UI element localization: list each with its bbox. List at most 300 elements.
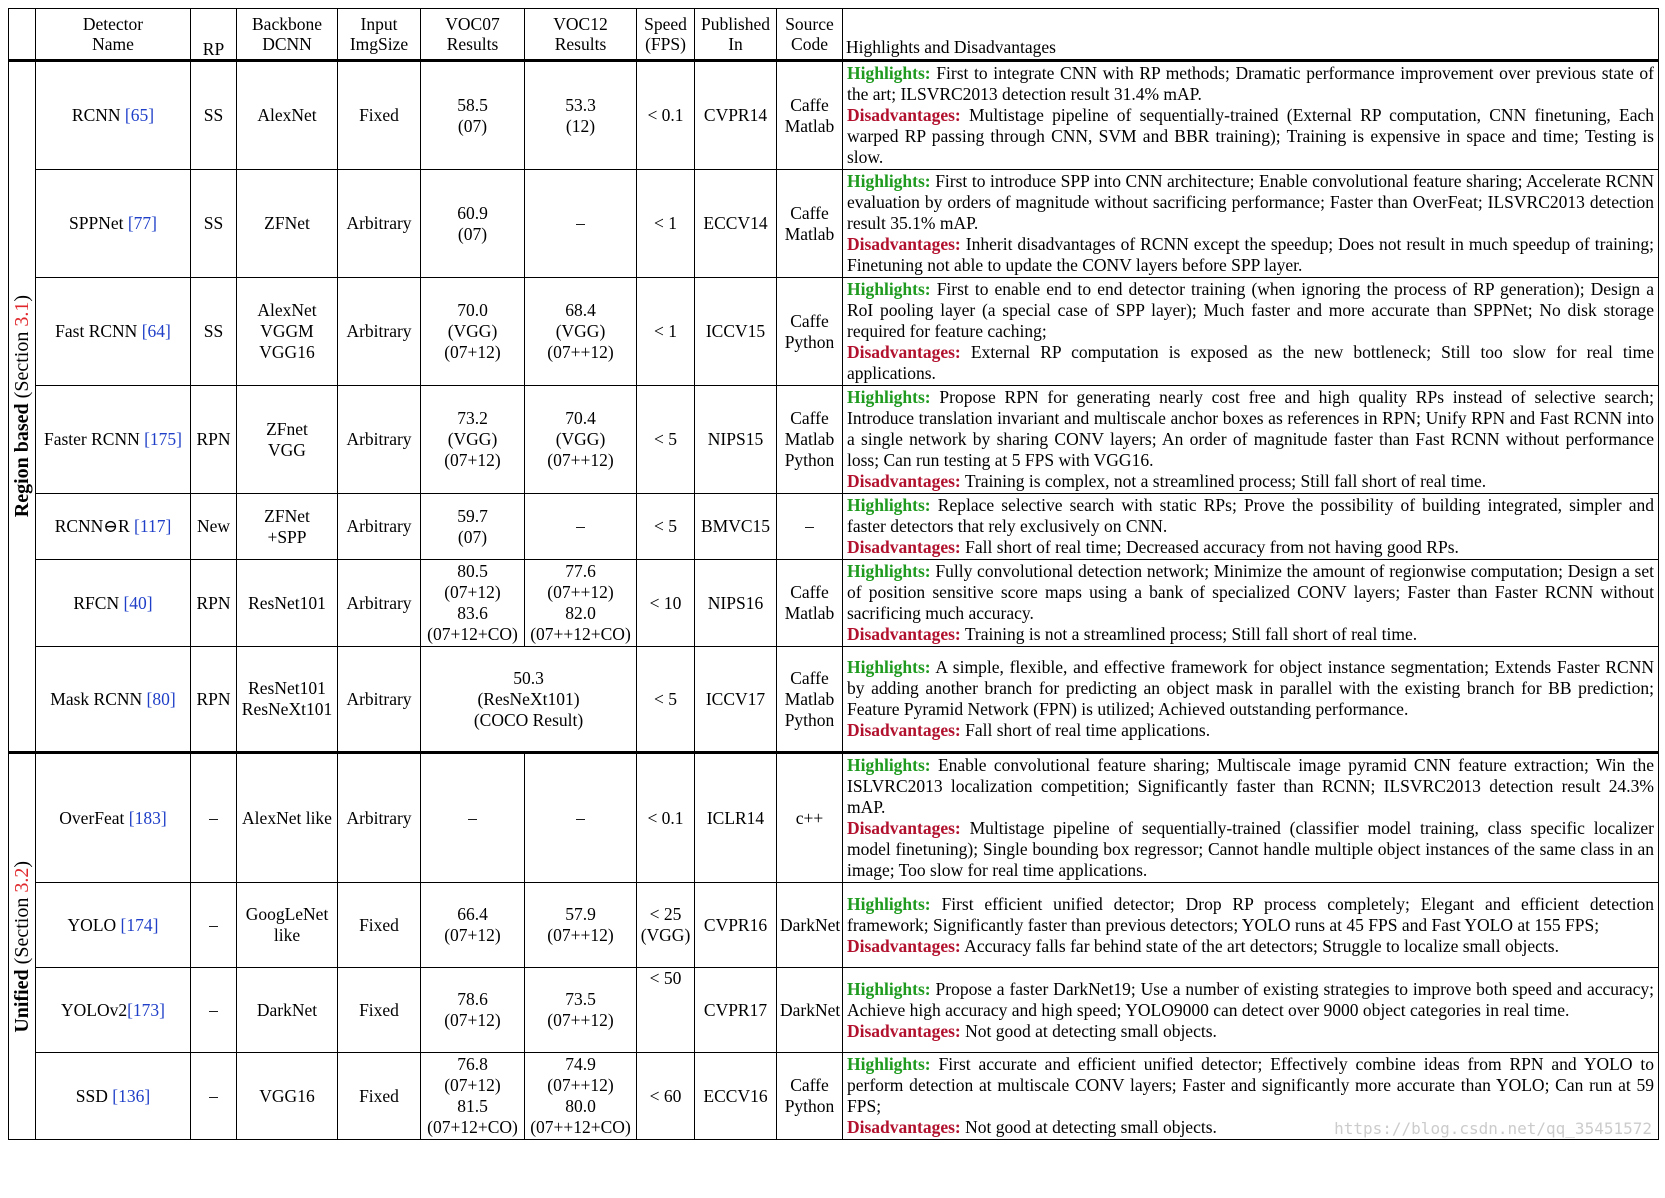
rp-method: RPN xyxy=(191,647,237,753)
table-row xyxy=(9,753,1659,883)
voc07-result-line: (07) xyxy=(457,115,488,136)
table-row xyxy=(9,278,1659,386)
detector-name xyxy=(36,753,191,883)
speed-fps xyxy=(637,1053,695,1140)
highlights-label: Highlights: xyxy=(847,63,931,83)
published-venue: CVPR14 xyxy=(695,61,777,170)
backbone-cell xyxy=(237,753,338,883)
section-ref-link[interactable]: 3.2 xyxy=(10,867,33,893)
speed-fps-line: < 25 xyxy=(649,904,682,924)
highlights-label: Highlights: xyxy=(847,561,931,581)
input-size: Fixed xyxy=(338,1053,421,1140)
voc12-result-line: (07++12+CO) xyxy=(530,1117,631,1137)
source-code xyxy=(777,1053,843,1140)
detector-name-text: Mask RCNN xyxy=(50,688,147,709)
header-source-code: Source Code xyxy=(777,9,843,61)
citation-link[interactable]: [80] xyxy=(146,688,176,709)
voc07-result-line: 59.7 xyxy=(457,505,488,526)
highlights-label: Highlights: xyxy=(847,893,931,914)
group-label-region xyxy=(9,61,36,753)
backbone-cell-line: VGG16 xyxy=(259,342,315,362)
group-section-suffix: ) xyxy=(10,295,33,303)
voc07-result-line: 60.9 xyxy=(457,202,488,223)
source-code-line: c++ xyxy=(795,807,824,828)
published-venue: NIPS15 xyxy=(695,386,777,494)
highlights-text: Fully convolutional detection network; Minimize the amount of regionwise computation; Design a set of position sensitive score maps using a bank of specialized CONV layers; Faster than Faster RCNN without sacrificing much accuracy. xyxy=(847,561,1654,623)
input-size: Arbitrary xyxy=(338,386,421,494)
disadvantages-label: Disadvantages: xyxy=(847,234,961,254)
voc12-result xyxy=(525,968,637,1053)
highlights-disadvantages xyxy=(843,560,1659,647)
detector-name xyxy=(36,883,191,968)
highlights-text: First accurate and efficient unified detector; Effectively combine ideas from RPN and YOLO to perform detection at multiscale CONV layers; Faster and significantly more accurate than YOLO; Can run at 59 FPS; xyxy=(847,1054,1654,1116)
voc12-result-line: 77.6 xyxy=(565,561,596,581)
voc07-result xyxy=(421,968,525,1053)
backbone-cell xyxy=(237,61,338,170)
source-code-line: Caffe xyxy=(790,408,829,428)
speed-fps xyxy=(637,61,695,170)
source-code-line: Python xyxy=(784,450,835,470)
header-published: Published In xyxy=(695,9,777,61)
merged-results-cell-line: (ResNeXt101) xyxy=(477,688,580,709)
backbone-cell-line: AlexNet xyxy=(257,300,317,320)
highlights-disadvantages xyxy=(843,170,1659,278)
disadvantages-text: Not good at detecting small objects. xyxy=(965,1117,1217,1137)
voc07-result-line: 80.5 xyxy=(457,561,488,581)
speed-fps-line: < 0.1 xyxy=(647,105,684,125)
voc12-result xyxy=(525,386,637,494)
voc07-result-line: – xyxy=(468,807,477,828)
detector-name-text: OverFeat xyxy=(59,807,129,828)
speed-fps-line: < 0.1 xyxy=(647,807,684,828)
disadvantages-text: Fall short of real time applications. xyxy=(965,720,1211,740)
source-code-line: Matlab xyxy=(784,115,835,136)
voc07-result-line: (VGG) xyxy=(447,321,498,341)
detector-name-text: YOLOv2 xyxy=(60,999,128,1020)
voc12-result xyxy=(525,170,637,278)
published-venue: CVPR17 xyxy=(695,968,777,1053)
detector-name xyxy=(36,1053,191,1140)
voc12-result xyxy=(525,278,637,386)
group-section-prefix: (Section xyxy=(10,892,33,969)
disadvantages-text: Inherit disadvantages of RCNN except the speedup; Does not result in much speedup of training; Finetuning not able to update the CONV layers before SPP layer. xyxy=(847,234,1654,275)
detector-name-text: SPPNet xyxy=(69,213,128,233)
disadvantages-label: Disadvantages: xyxy=(847,105,961,125)
highlights-disadvantages xyxy=(843,386,1659,494)
voc12-result xyxy=(525,883,637,968)
group-label-text xyxy=(12,295,33,517)
voc07-result-line: (07+12) xyxy=(444,342,501,362)
detector-name-text: SSD xyxy=(75,1085,113,1106)
comparison-table xyxy=(8,8,1659,1140)
header-voc07: VOC07 Results xyxy=(421,9,525,61)
group-label-text xyxy=(12,861,33,1033)
voc12-result-line: 80.0 xyxy=(565,1096,596,1116)
highlights-disadvantages xyxy=(843,647,1659,753)
rp-method: RPN xyxy=(191,386,237,494)
speed-fps-line: < 10 xyxy=(649,592,682,613)
voc07-result-line: (07+12+CO) xyxy=(427,624,518,644)
merged-results-cell xyxy=(421,647,637,753)
speed-fps-line: < 60 xyxy=(649,1085,682,1106)
input-size: Arbitrary xyxy=(338,647,421,753)
voc12-result-line: (VGG) xyxy=(555,429,606,449)
highlights-text: Enable convolutional feature sharing; Multiscale image pyramid CNN feature extraction; Win the ISLVRC2013 localization competition; Significantly faster than RCNN; ILSVRC2013 detection result 24.3% mAP. xyxy=(847,755,1655,817)
detector-name-text: RFCN xyxy=(73,592,124,613)
source-code-line: Caffe xyxy=(790,582,829,602)
detector-name xyxy=(36,61,191,170)
backbone-cell xyxy=(237,278,338,386)
backbone-cell xyxy=(237,386,338,494)
backbone-cell xyxy=(237,647,338,753)
source-code-line: – xyxy=(805,516,814,536)
merged-results-cell-line: 50.3 xyxy=(513,667,544,688)
speed-fps xyxy=(637,386,695,494)
highlights-text: First efficient unified detector; Drop RP process completely; Elegant and efficient detection framework; Significantly faster than previous detectors; YOLO runs at 45 FPS and Fast YOLO at 155 FPS; xyxy=(847,893,1654,935)
voc12-result xyxy=(525,494,637,560)
table-row xyxy=(9,61,1659,170)
source-code xyxy=(777,883,843,968)
group-section-prefix: (Section xyxy=(10,327,33,404)
highlights-text: First to introduce SPP into CNN architecture; Enable convolutional feature sharing; Accelerate RCNN evaluation by orders of magnitude without sacrificing performance; Faster than OverFeat; ILSVRC2013 detection result 35.1% mAP. xyxy=(847,171,1655,233)
voc12-result-line: – xyxy=(576,807,585,828)
detector-name xyxy=(36,494,191,560)
disadvantages-text: Multistage pipeline of sequentially-trained (classifier model training, class specific localizer model finetuning); Single bounding box regressor; Cannot handle multiple object instances of the same class in an image; Too slow for real time applications. xyxy=(847,818,1654,880)
source-code xyxy=(777,494,843,560)
voc07-result-line: 66.4 xyxy=(457,904,488,924)
source-code-line: DarkNet xyxy=(780,999,841,1020)
citation-link[interactable]: [175] xyxy=(144,429,183,449)
voc07-result-line: (07+12) xyxy=(444,450,501,470)
input-size: Arbitrary xyxy=(338,753,421,883)
detector-name xyxy=(36,560,191,647)
source-code xyxy=(777,647,843,753)
voc12-result-line: 82.0 xyxy=(565,603,596,623)
speed-fps-line: < 5 xyxy=(654,429,677,449)
table-row xyxy=(9,494,1659,560)
backbone-cell xyxy=(237,494,338,560)
voc12-result-line: 73.5 xyxy=(565,989,596,1009)
backbone-cell-line: +SPP xyxy=(267,526,307,547)
source-code xyxy=(777,61,843,170)
voc07-result xyxy=(421,278,525,386)
rp-method: SS xyxy=(191,170,237,278)
voc07-result xyxy=(421,753,525,883)
speed-fps-line: < 5 xyxy=(654,688,677,709)
group-name: Region based xyxy=(10,403,33,518)
source-code xyxy=(777,386,843,494)
published-venue: ICCV17 xyxy=(695,647,777,753)
table-body xyxy=(9,61,1659,1140)
header-speed: Speed (FPS) xyxy=(637,9,695,61)
header-blank xyxy=(9,9,36,61)
voc12-result-line: (07++12) xyxy=(547,925,614,945)
rp-method: – xyxy=(191,1053,237,1140)
highlights-label: Highlights: xyxy=(847,1054,931,1074)
rp-method: SS xyxy=(191,61,237,170)
backbone-cell-line: ZFnet xyxy=(266,418,308,439)
backbone-cell xyxy=(237,170,338,278)
table-row xyxy=(9,968,1659,1053)
input-size: Fixed xyxy=(338,968,421,1053)
input-size: Fixed xyxy=(338,61,421,170)
speed-fps-line: < 50 xyxy=(649,968,682,988)
voc07-result xyxy=(421,170,525,278)
table-row xyxy=(9,1053,1659,1140)
voc12-result-line: 74.9 xyxy=(565,1054,596,1074)
speed-fps xyxy=(637,753,695,883)
published-venue: ICCV15 xyxy=(695,278,777,386)
voc12-result-line: (12) xyxy=(565,115,596,136)
header-detector-name: Detector Name xyxy=(36,9,191,61)
header-highlights: Highlights and Disadvantages xyxy=(843,9,1659,61)
speed-fps-line: < 1 xyxy=(654,213,677,233)
detector-name xyxy=(36,647,191,753)
source-code-line: Caffe xyxy=(790,1075,829,1095)
disadvantages-label: Disadvantages: xyxy=(847,624,961,644)
backbone-cell-line: AlexNet like xyxy=(242,807,332,828)
disadvantages-label: Disadvantages: xyxy=(847,935,961,956)
detector-name xyxy=(36,170,191,278)
source-code xyxy=(777,278,843,386)
merged-results-cell-line: (COCO Result) xyxy=(473,709,584,730)
speed-fps xyxy=(637,278,695,386)
detector-name-text: Faster RCNN xyxy=(43,429,145,449)
voc12-result-line: (07++12) xyxy=(547,450,614,470)
group-section-suffix: ) xyxy=(10,860,33,868)
highlights-text: Propose a faster DarkNet19; Use a number of existing strategies to improve both speed and accuracy; Achieve high accuracy and high speed; YOLO9000 can detect over 9000 object categories in real time. xyxy=(847,978,1655,1020)
source-code-line: Caffe xyxy=(790,310,829,331)
speed-fps-line: < 1 xyxy=(654,321,677,341)
header-voc12: VOC12 Results xyxy=(525,9,637,61)
detector-name-text: RCNN xyxy=(71,105,125,125)
voc07-result-line: (07) xyxy=(457,526,488,547)
speed-fps xyxy=(637,968,695,1053)
voc07-result-line: 73.2 xyxy=(457,408,488,428)
highlights-label: Highlights: xyxy=(847,387,931,407)
highlights-label: Highlights: xyxy=(847,495,931,515)
rp-method: – xyxy=(191,968,237,1053)
voc12-result xyxy=(525,560,637,647)
citation-link[interactable]: [117] xyxy=(134,516,172,536)
voc07-result-line: (VGG) xyxy=(447,429,498,449)
backbone-cell xyxy=(237,883,338,968)
citation-link[interactable]: [174] xyxy=(120,914,159,935)
table-row xyxy=(9,170,1659,278)
highlights-text: Replace selective search with static RPs; Prove the possibility of building integrated, simpler and faster detectors that rely exclusively on CNN. xyxy=(847,495,1654,536)
highlights-label: Highlights: xyxy=(847,657,931,677)
highlights-disadvantages xyxy=(843,1053,1659,1140)
disadvantages-text: External RP computation is exposed as the new bottleneck; Still too slow for real time applications. xyxy=(847,342,1655,383)
table-row xyxy=(9,560,1659,647)
disadvantages-label: Disadvantages: xyxy=(847,720,961,740)
rp-method: SS xyxy=(191,278,237,386)
highlights-label: Highlights: xyxy=(847,978,931,999)
disadvantages-text: Fall short of real time; Decreased accuracy from not having good RPs. xyxy=(965,537,1459,557)
backbone-cell-line: ResNeXt101 xyxy=(241,699,333,719)
detector-name xyxy=(36,386,191,494)
source-code-line: Matlab xyxy=(784,429,835,449)
highlights-disadvantages xyxy=(843,968,1659,1053)
disadvantages-label: Disadvantages: xyxy=(847,471,961,491)
voc07-result-line: (07+12+CO) xyxy=(427,1117,518,1137)
citation-link[interactable]: [65] xyxy=(124,105,155,125)
source-code xyxy=(777,968,843,1053)
voc07-result-line: (07+12) xyxy=(444,582,501,602)
voc07-result-line: (07) xyxy=(457,223,488,244)
table-row xyxy=(9,386,1659,494)
speed-fps xyxy=(637,883,695,968)
backbone-cell-line: ZFNet xyxy=(264,213,310,233)
published-venue: CVPR16 xyxy=(695,883,777,968)
voc12-result xyxy=(525,753,637,883)
highlights-label: Highlights: xyxy=(847,755,931,775)
disadvantages-text: Training is complex, not a streamlined process; Still fall short of real time. xyxy=(964,471,1487,491)
detector-name xyxy=(36,278,191,386)
backbone-cell-line: like xyxy=(273,925,301,945)
voc12-result-line: – xyxy=(576,213,585,233)
published-venue: BMVC15 xyxy=(695,494,777,560)
detector-comparison-table xyxy=(8,8,1658,1140)
backbone-cell xyxy=(237,560,338,647)
detector-name-text: RCNN⊖R xyxy=(54,516,135,536)
input-size: Arbitrary xyxy=(338,560,421,647)
published-venue: ECCV16 xyxy=(695,1053,777,1140)
backbone-cell-line: VGG xyxy=(268,439,306,460)
disadvantages-label: Disadvantages: xyxy=(847,1117,961,1137)
detector-name-text: Fast RCNN xyxy=(55,321,142,341)
header-rp: RP xyxy=(191,9,237,61)
backbone-cell-line: ResNet101 xyxy=(248,678,326,698)
voc12-result-line: – xyxy=(576,516,585,536)
backbone-cell-line: ZFNet xyxy=(264,505,310,526)
rp-method: – xyxy=(191,883,237,968)
voc07-result xyxy=(421,560,525,647)
input-size: Arbitrary xyxy=(338,494,421,560)
citation-link[interactable]: [136] xyxy=(112,1085,151,1106)
voc12-result-line: 57.9 xyxy=(565,904,596,924)
backbone-cell-line: DarkNet xyxy=(256,999,318,1020)
voc07-result-line: 58.5 xyxy=(457,94,488,115)
voc12-result-line: (VGG) xyxy=(555,321,606,341)
published-venue: ICLR14 xyxy=(695,753,777,883)
section-ref-link[interactable]: 3.1 xyxy=(10,302,33,328)
voc12-result-line: 70.4 xyxy=(565,408,596,428)
disadvantages-label: Disadvantages: xyxy=(847,342,961,362)
disadvantages-label: Disadvantages: xyxy=(847,1020,961,1041)
highlights-disadvantages xyxy=(843,494,1659,560)
voc07-result-line: 81.5 xyxy=(457,1096,488,1116)
voc12-result-line: (07++12+CO) xyxy=(530,624,631,644)
source-code-line: Matlab xyxy=(784,688,835,709)
detector-name-text: YOLO xyxy=(67,914,121,935)
highlights-text: First to integrate CNN with RP methods; Dramatic performance improvement over previous state of the art; ILSVRC2013 detection result 31.4% mAP. xyxy=(847,63,1655,104)
published-venue: NIPS16 xyxy=(695,560,777,647)
highlights-label: Highlights: xyxy=(847,171,931,191)
citation-link[interactable]: [77] xyxy=(127,213,157,233)
voc12-result-line: (07++12) xyxy=(547,1010,614,1030)
voc07-result xyxy=(421,1053,525,1140)
source-code-line: Matlab xyxy=(784,603,835,623)
source-code-line: Python xyxy=(784,331,835,352)
speed-fps-line: (VGG) xyxy=(640,925,691,945)
rp-method: RPN xyxy=(191,560,237,647)
source-code-line: Caffe xyxy=(790,202,829,223)
voc12-result xyxy=(525,1053,637,1140)
disadvantages-text: Multistage pipeline of sequentially-trained (External RP computation, CNN finetuning, Each warped RP passing through CNN, SVM and BBR training); Training is expensive in space and time; Testing is slow. xyxy=(847,105,1654,167)
source-code-line: Caffe xyxy=(790,94,829,115)
highlights-text: A simple, flexible, and effective framework for object instance segmentation; Extends Faster RCNN by adding another branch for predicting an object mask in parallel with the existing branch for BB prediction; Feature Pyramid Network (FPN) is utilized; Achieved outstanding performance. xyxy=(847,657,1654,719)
voc07-result-line: (07+12) xyxy=(444,1010,501,1030)
voc07-result-line: (07+12) xyxy=(444,1075,501,1095)
backbone-cell-line: AlexNet xyxy=(257,105,317,125)
voc12-result-line: (07++12) xyxy=(547,342,614,362)
voc07-result xyxy=(421,883,525,968)
highlights-disadvantages xyxy=(843,61,1659,170)
rp-method: New xyxy=(191,494,237,560)
table-row xyxy=(9,883,1659,968)
highlights-label: Highlights: xyxy=(847,279,931,299)
source-code-line: DarkNet xyxy=(780,914,841,935)
detector-name xyxy=(36,968,191,1053)
voc12-result-line: (07++12) xyxy=(547,582,614,602)
input-size: Fixed xyxy=(338,883,421,968)
voc07-result-line: 76.8 xyxy=(457,1054,488,1074)
highlights-disadvantages xyxy=(843,883,1659,968)
speed-fps-line: < 5 xyxy=(654,516,677,536)
speed-fps xyxy=(637,560,695,647)
group-name: Unified xyxy=(10,968,33,1033)
disadvantages-text: Training is not a streamlined process; Still fall short of real time. xyxy=(964,624,1418,644)
voc12-result-line: (07++12) xyxy=(547,1075,614,1095)
backbone-cell xyxy=(237,1053,338,1140)
citation-link[interactable]: [173] xyxy=(127,999,165,1020)
speed-fps xyxy=(637,647,695,753)
citation-link[interactable]: [40] xyxy=(123,592,153,613)
published-venue: ECCV14 xyxy=(695,170,777,278)
highlights-disadvantages xyxy=(843,753,1659,883)
highlights-disadvantages xyxy=(843,278,1659,386)
disadvantages-label: Disadvantages: xyxy=(847,537,961,557)
input-size: Arbitrary xyxy=(338,170,421,278)
source-code xyxy=(777,753,843,883)
disadvantages-label: Disadvantages: xyxy=(847,818,961,838)
voc07-result xyxy=(421,61,525,170)
header-row xyxy=(9,9,1659,61)
source-code-line: Python xyxy=(784,709,835,730)
voc12-result-line: 53.3 xyxy=(565,94,596,115)
voc07-result-line: 83.6 xyxy=(457,603,488,623)
highlights-text: Propose RPN for generating nearly cost free and high quality RPs instead of selective search; Introduce translation invariant and multiscale anchor boxes as references in RPN; Unify RPN and Fast RCNN into a single network by sharing CONV layers; An order of magnitude faster than Fast RCNN without performance loss; Can run testing at 5 FPS with VGG16. xyxy=(847,387,1654,470)
source-code xyxy=(777,170,843,278)
speed-fps xyxy=(637,170,695,278)
voc07-result-line: 78.6 xyxy=(457,989,488,1009)
voc07-result-line: (07+12) xyxy=(444,925,501,945)
source-code-line: Python xyxy=(784,1096,835,1116)
backbone-cell-line: VGGM xyxy=(260,321,314,341)
highlights-text: First to enable end to end detector training (when ignoring the process of RP generation); Design a RoI pooling layer (a special case of SPP layer); Much faster and more accurate than SPPNet; No disk storage required for feature caching; xyxy=(847,279,1655,341)
speed-fps xyxy=(637,494,695,560)
group-label-unified xyxy=(9,753,36,1140)
header-input-size: Input ImgSize xyxy=(338,9,421,61)
header-backbone: Backbone DCNN xyxy=(237,9,338,61)
backbone-cell-line: GoogLeNet xyxy=(245,904,329,924)
backbone-cell-line: ResNet101 xyxy=(248,592,326,613)
citation-link[interactable]: [64] xyxy=(141,321,171,341)
voc07-result xyxy=(421,386,525,494)
voc12-result xyxy=(525,61,637,170)
citation-link[interactable]: [183] xyxy=(128,807,167,828)
